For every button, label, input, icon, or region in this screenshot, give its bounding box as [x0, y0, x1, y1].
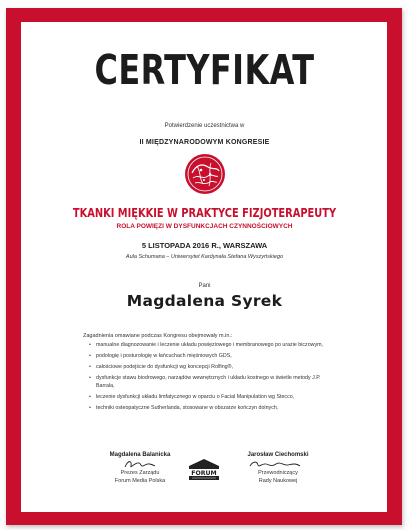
list-item: • całościowe podejście do dysfunkcji wg koncepcji Rolfing®, — [89, 364, 339, 372]
list-item: • dysfunkcje stawu biodrowego, narządów wewnętrznych i układu kostnego w świetle metody J.P. Barrala, — [89, 375, 339, 390]
signature-block-left — [95, 452, 185, 485]
list-item: • techniki osteopatyczne Sutherlanda, stosowane w obszarze kończyn dolnych. — [89, 405, 339, 413]
signatory-organization: Rady Naukowej — [258, 477, 298, 484]
event-venue: Aula Schumana – Uniwersytet Kardynała Stefana Wyszyńskiego — [125, 254, 284, 260]
signatory-name: Jarosław Ciechomski — [247, 452, 309, 458]
congress-name: II MIĘDZYNARODOWYM KONGRESIE — [139, 139, 270, 146]
list-item: • leczenie dysfunkcji układu limfatycznego w oparciu o Facial Manipulation wg Stecco, — [89, 394, 339, 402]
svg-text:FORUM: FORUM — [191, 470, 217, 477]
congress-logo-icon — [184, 153, 226, 195]
topics-list — [89, 342, 339, 416]
confirmation-text: Potwierdzenie uczestnictwa w — [164, 123, 245, 129]
signatory-organization: Forum Media Polska — [114, 477, 166, 484]
certificate-title: CERTYFIKAT — [94, 46, 315, 94]
recipient-name: Magdalena Syrek — [126, 292, 283, 310]
salutation: Pani — [198, 283, 211, 289]
list-item: • podologię i posturologię w łańcuchach mięśniowych GDS, — [89, 353, 339, 361]
event-subtitle: ROLA POWIĘZI W DYSFUNKCJACH CZYNNOŚCIOWYCH — [116, 223, 293, 230]
signature-block-right — [228, 452, 328, 485]
handwritten-signature-icon — [95, 458, 185, 470]
signatory-role: Prezes Zarządu — [120, 470, 160, 476]
certificate-body — [21, 22, 387, 512]
event-title: TKANKI MIĘKKIE W PRAKTYCE FIZJOTERAPEUTY — [72, 206, 337, 220]
list-item: • manualne diagnozowanie i leczenie układu powięziowego i membranowego po urazie biczowym, — [89, 342, 339, 350]
signatory-name: Magdalena Balanicka — [109, 452, 171, 458]
signatory-role: Przewodniczący — [258, 470, 298, 476]
forum-media-logo-icon — [188, 458, 220, 484]
handwritten-signature-icon — [228, 458, 328, 470]
event-date-place: 5 LISTOPADA 2016 R., WARSZAWA — [141, 241, 268, 250]
topics-intro: Zagadnienia omawiane podczas Kongresu obejmowały m.in.: — [83, 333, 233, 339]
